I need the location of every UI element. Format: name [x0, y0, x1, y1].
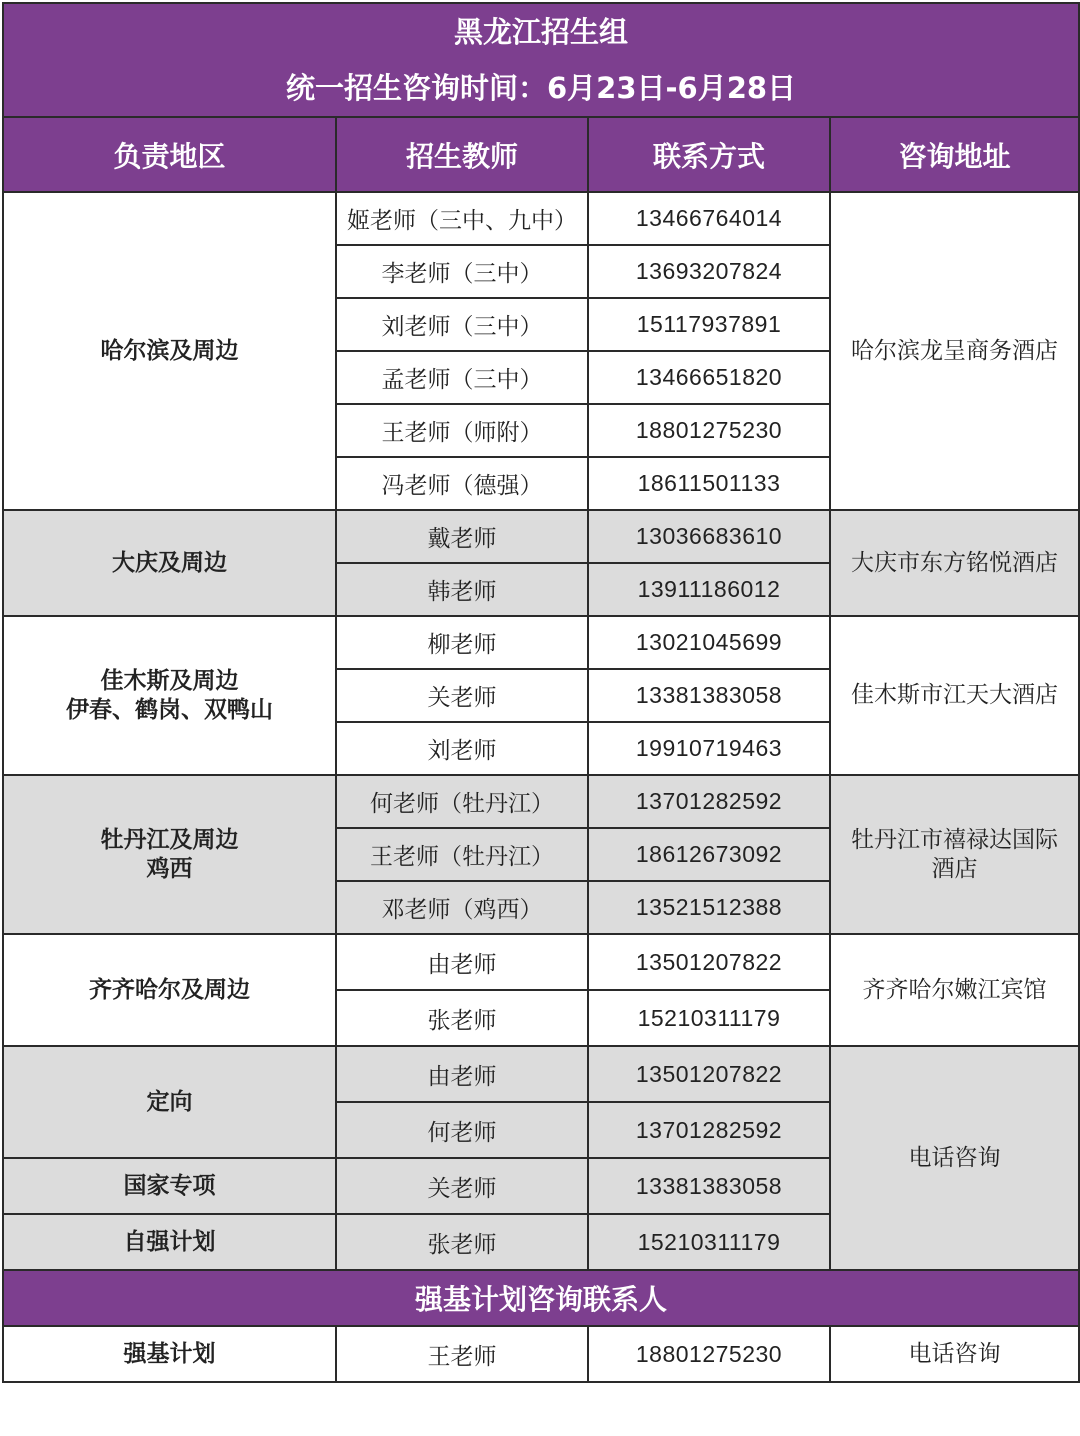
phone-number: 15117937891	[588, 298, 830, 351]
phone-number: 18611501133	[588, 457, 830, 510]
phone-number: 13021045699	[588, 616, 830, 669]
region-name: 大庆及周边	[112, 549, 227, 576]
region-cell	[3, 510, 336, 616]
address-cell	[830, 775, 1079, 934]
teacher-name: 由老师	[336, 1046, 588, 1102]
teacher-name: 李老师（三中）	[336, 245, 588, 298]
teacher-name: 王老师（牡丹江）	[336, 828, 588, 881]
table-row	[3, 192, 1079, 245]
teacher-name: 张老师	[336, 990, 588, 1046]
header-teacher: 招生教师	[336, 117, 588, 192]
address-cell	[830, 510, 1079, 616]
address-text: 大庆市东方铭悦酒店	[851, 549, 1059, 576]
region-cell	[3, 1326, 336, 1382]
address-text: 电话咨询	[908, 1144, 1001, 1171]
address-cell	[830, 192, 1079, 510]
table-title: 黑龙江招生组	[454, 15, 629, 49]
teacher-name: 王老师	[336, 1326, 588, 1382]
teacher-name: 何老师（牡丹江）	[336, 775, 588, 828]
address-text: 哈尔滨龙呈商务酒店	[851, 337, 1059, 364]
table-title-cell	[3, 3, 1079, 117]
teacher-name: 关老师	[336, 669, 588, 722]
region-cell	[3, 1046, 336, 1158]
region-cell	[3, 775, 336, 934]
phone-number: 13701282592	[588, 1102, 830, 1158]
enrollment-contact-table	[2, 2, 1080, 1383]
phone-number: 18801275230	[588, 1326, 830, 1382]
region-name: 强基计划	[123, 1340, 216, 1367]
consultation-period: 统一招生咨询时间：6月23日-6月28日	[285, 71, 797, 105]
section-title: 强基计划咨询联系人	[3, 1270, 1079, 1326]
teacher-name: 张老师	[336, 1214, 588, 1270]
teacher-name: 刘老师	[336, 722, 588, 775]
phone-number: 13501207822	[588, 1046, 830, 1102]
region-name: 定向	[146, 1088, 193, 1115]
teacher-name: 由老师	[336, 934, 588, 990]
table-row	[3, 775, 1079, 828]
teacher-name: 冯老师（德强）	[336, 457, 588, 510]
region-cell	[3, 1214, 336, 1270]
address-text: 牡丹江市禧禄达国际	[851, 826, 1059, 853]
table-row	[3, 510, 1079, 563]
header-contact: 联系方式	[588, 117, 830, 192]
phone-number: 13501207822	[588, 934, 830, 990]
table-row	[3, 934, 1079, 990]
phone-number: 13036683610	[588, 510, 830, 563]
region-name: 伊春、鹤岗、双鸭山	[66, 696, 273, 723]
phone-number: 19910719463	[588, 722, 830, 775]
phone-number: 13911186012	[588, 563, 830, 616]
address-cell	[830, 1046, 1079, 1270]
address-text: 齐齐哈尔嫩江宾馆	[862, 976, 1047, 1003]
address-cell	[830, 1326, 1079, 1382]
teacher-name: 刘老师（三中）	[336, 298, 588, 351]
address-cell	[830, 934, 1079, 1046]
address-text: 佳木斯市江天大酒店	[851, 682, 1059, 708]
teacher-name: 戴老师	[336, 510, 588, 563]
phone-number: 18801275230	[588, 404, 830, 457]
phone-number: 18612673092	[588, 828, 830, 881]
teacher-name: 姬老师（三中、九中）	[336, 192, 588, 245]
phone-number: 15210311179	[588, 1214, 830, 1270]
phone-number: 13466764014	[588, 192, 830, 245]
region-cell	[3, 934, 336, 1046]
table-row	[3, 616, 1079, 669]
phone-number: 13381383058	[588, 669, 830, 722]
phone-number: 13693207824	[588, 245, 830, 298]
phone-number: 13521512388	[588, 881, 830, 934]
teacher-name: 柳老师	[336, 616, 588, 669]
region-name: 佳木斯及周边	[100, 667, 239, 694]
teacher-name: 关老师	[336, 1158, 588, 1214]
address-text: 电话咨询	[908, 1340, 1001, 1367]
region-name: 齐齐哈尔及周边	[89, 976, 250, 1003]
region-name: 哈尔滨及周边	[100, 337, 239, 364]
address-cell	[830, 616, 1079, 775]
region-name: 鸡西	[146, 855, 193, 882]
teacher-name: 孟老师（三中）	[336, 351, 588, 404]
region-cell	[3, 192, 336, 510]
region-cell	[3, 616, 336, 775]
region-cell	[3, 1158, 336, 1214]
header-region: 负责地区	[3, 117, 336, 192]
teacher-name: 何老师	[336, 1102, 588, 1158]
phone-number: 13381383058	[588, 1158, 830, 1214]
region-name: 国家专项	[123, 1172, 216, 1199]
phone-number: 13701282592	[588, 775, 830, 828]
phone-number: 13466651820	[588, 351, 830, 404]
teacher-name: 邓老师（鸡西）	[336, 881, 588, 934]
section-header-row	[3, 1270, 1079, 1326]
phone-number: 15210311179	[588, 990, 830, 1046]
teacher-name: 韩老师	[336, 563, 588, 616]
region-name: 自强计划	[123, 1228, 216, 1255]
header-address: 咨询地址	[830, 117, 1079, 192]
region-name: 牡丹江及周边	[100, 826, 239, 853]
teacher-name: 王老师（师附）	[336, 404, 588, 457]
table-row	[3, 1326, 1079, 1382]
table-row	[3, 1046, 1079, 1102]
address-text: 酒店	[931, 855, 978, 882]
